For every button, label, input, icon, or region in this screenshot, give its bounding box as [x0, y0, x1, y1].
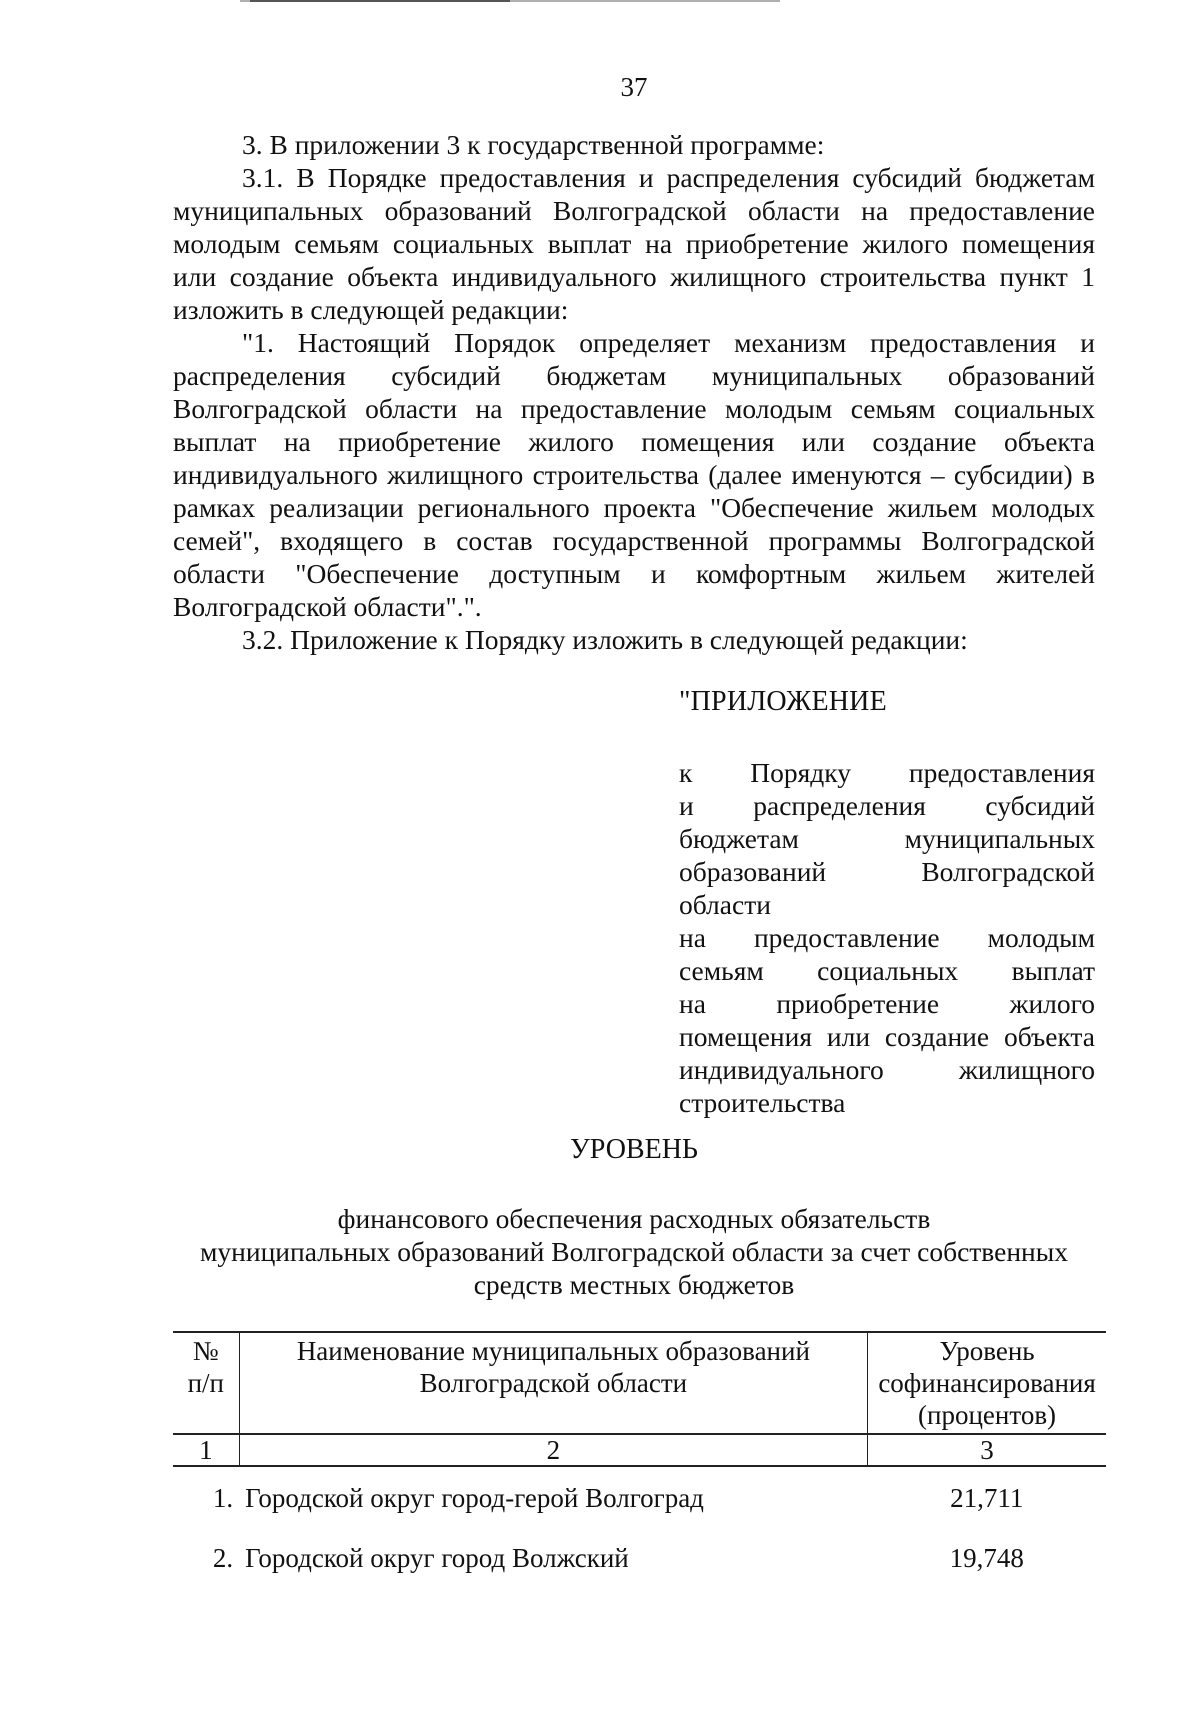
column-number: 1: [173, 1434, 239, 1466]
page-number: 37: [620, 72, 648, 102]
row-value: 21,711: [950, 1483, 1024, 1513]
appendix-line: образований Волгоградской области: [679, 856, 1095, 920]
header-value: Уровень софинансирования (процентов): [868, 1332, 1106, 1434]
row-name: Городской округ город Волжский: [245, 1543, 629, 1573]
header-no: № п/п: [173, 1332, 239, 1434]
appendix-line: и распределения субсидий: [679, 790, 1095, 821]
appendix-line: помещения или создание объекта: [679, 1021, 1095, 1052]
item-3-1: 3.1. В Порядке предоставления и распределения субсидий бюджетам муниципальных образований Волгоградской области на предоставление молодым семьям социальных выплат на приобретение жилого помещения или создание объекта индивидуального жилищного строительства пункт 1 изложить в следующей редакции:: [173, 162, 1095, 325]
level-description: [0, 1202, 1200, 1301]
appendix-line: к Порядку предоставления: [679, 757, 1095, 788]
column-number: 2: [239, 1434, 867, 1466]
scan-edge-line-dark: [250, 0, 510, 2]
cofinancing-table: [173, 1331, 1106, 1587]
appendix-heading: "ПРИЛОЖЕНИЕ: [679, 686, 887, 717]
column-number: 3: [868, 1434, 1106, 1466]
appendix-line: семьям социальных выплат: [679, 955, 1095, 986]
section-3-text: [173, 128, 1095, 656]
row-number: 2.: [212, 1543, 234, 1573]
table-row: [173, 1527, 1106, 1587]
appendix-line: бюджетам муниципальных: [679, 823, 1095, 854]
appendix-line: строительства: [679, 1087, 846, 1118]
appendix-line: на предоставление молодым: [679, 922, 1095, 953]
level-title: УРОВЕНЬ: [569, 1134, 699, 1165]
appendix-subtitle: [679, 756, 1095, 1119]
section-3-intro: 3. В приложении 3 к государственной программе:: [242, 129, 825, 160]
row-value: 19,748: [949, 1543, 1024, 1573]
row-number: 1.: [212, 1483, 234, 1513]
row-name: Городской округ город-герой Волгоград: [245, 1483, 704, 1513]
quoted-point-1: "1. Настоящий Порядок определяет механизм предоставления и распределения субсидий бюджетам муниципальных образований Волгоградской области на предоставление молодым семьям социальных выплат на приобретение жилого помещения или создание объекта индивидуального жилищного строительства (далее именуются – субсидии) в рамках реализации регионального проекта "Обеспечение жильем молодых семей", входящего в состав государственной программы Волгоградской области "Обеспечение доступным и комфортным жильем жителей Волгоградской области".".: [173, 327, 1095, 622]
level-desc-line: муниципальных образований Волгоградской области за счет собственных: [200, 1236, 1068, 1267]
header-name: Наименование муниципальных образований Волгоградской области: [239, 1332, 867, 1434]
level-desc-line: средств местных бюджетов: [473, 1269, 795, 1300]
table-row: [173, 1466, 1106, 1527]
item-3-2: 3.2. Приложение к Порядку изложить в следующей редакции:: [242, 624, 968, 655]
level-desc-line: финансового обеспечения расходных обязательств: [337, 1203, 931, 1234]
appendix-line: индивидуального жилищного: [679, 1054, 1095, 1085]
appendix-line: на приобретение жилого: [679, 988, 1095, 1019]
